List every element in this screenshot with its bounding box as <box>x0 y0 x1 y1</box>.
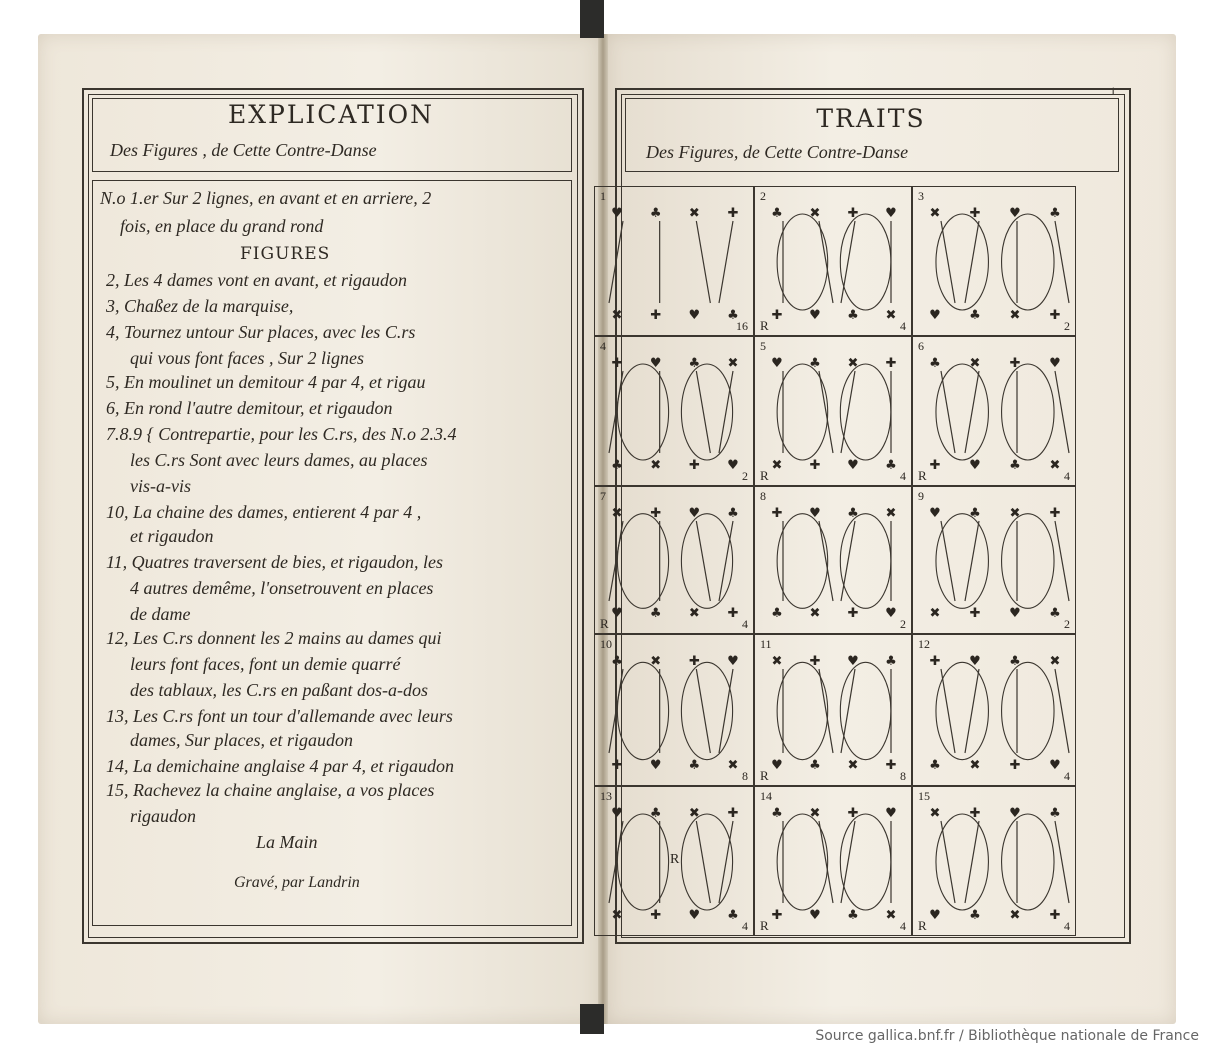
path-loop <box>617 662 668 759</box>
path-line <box>696 821 710 903</box>
dancer-symbol: ✖ <box>688 806 700 821</box>
dancer-symbol: ♣ <box>727 506 739 521</box>
measure-count: 2 <box>742 469 748 483</box>
dancer-symbol: ✖ <box>1009 308 1021 323</box>
dancer-symbol: ✖ <box>809 806 821 821</box>
path-line <box>965 221 979 303</box>
dancer-symbol: ✖ <box>1009 506 1021 521</box>
figure-number: 1 <box>600 189 606 203</box>
dancer-symbol: ♥ <box>1009 806 1021 821</box>
dancer-symbol: ✚ <box>847 206 859 221</box>
text-line: 6, En rond l'autre demitour, et rigaudon <box>106 398 393 418</box>
measure-count: 2 <box>1064 617 1070 631</box>
figure-number: 11 <box>760 637 772 651</box>
dancer-symbol: ♣ <box>847 308 859 323</box>
text-line: 4, Tournez untour Sur places, avec les C.rs <box>106 322 416 342</box>
figure-cell-9 <box>912 486 1076 634</box>
path-line <box>941 821 955 903</box>
dancer-symbol: ✚ <box>809 458 821 473</box>
dancer-symbol: ✖ <box>688 606 700 621</box>
text-line: vis-a-vis <box>130 476 191 496</box>
path-line <box>1055 821 1069 903</box>
path-line <box>841 221 855 303</box>
path-line <box>941 521 955 601</box>
text-line: 2, Les 4 dames vont en avant, et rigaudon <box>106 270 407 290</box>
path-line <box>841 669 855 753</box>
figure-number: 13 <box>600 789 612 803</box>
rigaudon-mark: R <box>760 468 769 483</box>
path-line <box>719 521 733 601</box>
figure-cell-11 <box>754 634 912 786</box>
path-line <box>719 221 733 303</box>
text-line: 15, Rachevez la chaine anglaise, a vos places <box>106 780 435 800</box>
dancer-symbol: ♣ <box>809 758 821 773</box>
text-line: 11, Quatres traversent de bies, et rigaudon, les <box>106 552 443 572</box>
dancer-symbol: ✚ <box>969 206 981 221</box>
text-line: 4 autres demême, l'onsetrouvent en places <box>130 578 434 598</box>
path-loop <box>1002 814 1054 910</box>
path-line <box>819 669 833 753</box>
dancer-symbol: ✖ <box>969 356 981 371</box>
path-line <box>819 521 833 601</box>
measure-count: 2 <box>1064 319 1070 333</box>
path-line <box>819 221 833 303</box>
measure-count: 4 <box>900 469 906 483</box>
dancer-symbol: ♥ <box>771 356 783 371</box>
dancer-symbol: ✚ <box>611 758 623 773</box>
figure-number: 4 <box>600 339 606 353</box>
dancer-symbol: ✚ <box>771 506 783 521</box>
dancer-symbol: ♥ <box>1009 206 1021 221</box>
dancer-symbol: ♥ <box>809 506 821 521</box>
dancer-symbol: ♣ <box>611 458 623 473</box>
path-line <box>1055 669 1069 753</box>
left-page-title: EXPLICATION <box>227 100 435 129</box>
path-line <box>609 669 623 753</box>
dancer-symbol: ✚ <box>1049 908 1061 923</box>
path-loop <box>936 662 988 759</box>
path-loop <box>1002 514 1054 609</box>
dancer-symbol: ♥ <box>727 654 739 669</box>
dancer-symbol: ✖ <box>771 458 783 473</box>
figure-cell-4 <box>594 336 754 486</box>
dancer-symbol: ♥ <box>1049 356 1061 371</box>
figure-cell-12 <box>912 634 1076 786</box>
bookmark-ribbon-bottom <box>580 1004 604 1034</box>
dancer-symbol: ♥ <box>688 308 701 323</box>
figure-number: 8 <box>760 489 766 503</box>
dancer-symbol: ♥ <box>1009 606 1021 621</box>
engraver-line: Gravé, par Landrin <box>234 874 360 891</box>
dancer-symbol: ✚ <box>727 606 739 621</box>
path-line <box>1055 371 1069 453</box>
figure-number: 10 <box>600 637 612 651</box>
dancer-symbol: ♣ <box>649 806 662 821</box>
dancer-symbol: ✖ <box>809 206 821 221</box>
dancer-symbol: ✚ <box>969 806 981 821</box>
dancer-symbol: ♣ <box>885 458 897 473</box>
path-line <box>609 521 623 601</box>
figure-diagram-3 <box>913 187 1077 337</box>
path-line <box>941 669 955 753</box>
dancer-symbol: ♥ <box>847 654 859 669</box>
path-line <box>965 371 979 453</box>
dancer-symbol: ✚ <box>771 308 783 323</box>
path-line <box>841 821 855 903</box>
figure-cell-2 <box>754 186 912 336</box>
dancer-symbol: ✚ <box>1049 308 1061 323</box>
figure-number: 5 <box>760 339 766 353</box>
figure-cell-13 <box>594 786 754 936</box>
dancer-symbol: ♥ <box>885 206 897 221</box>
dancer-symbol: ✖ <box>727 758 739 773</box>
figure-diagram-2 <box>755 187 913 337</box>
figure-diagram-10 <box>595 635 755 787</box>
path-line <box>941 371 955 453</box>
dancer-symbol: ♥ <box>969 458 981 473</box>
dancer-symbol: ♣ <box>929 356 941 371</box>
path-line <box>719 669 733 753</box>
path-line <box>696 521 710 601</box>
path-line <box>965 821 979 903</box>
text-line: 7.8.9 { Contrepartie, pour les C.rs, des N.o 2.3.4 <box>106 424 457 444</box>
dancer-symbol: ✖ <box>611 506 623 521</box>
text-line: 3, Chaßez de la marquise, <box>106 296 294 316</box>
path-line <box>609 371 623 453</box>
figure-diagram-9 <box>913 487 1077 635</box>
dancer-symbol: ✖ <box>727 356 739 371</box>
dancer-symbol: ✖ <box>929 606 941 621</box>
path-loop <box>1002 214 1054 310</box>
measure-count: 2 <box>900 617 906 631</box>
right-page-subtitle: Des Figures, de Cette Contre-Danse <box>646 142 909 162</box>
figure-cell-10 <box>594 634 754 786</box>
dancer-symbol: ♣ <box>809 356 821 371</box>
figure-diagram-4 <box>595 337 755 487</box>
dancer-symbol: ♣ <box>1009 458 1021 473</box>
measure-count: 4 <box>900 919 906 933</box>
figure-diagram-15 <box>913 787 1077 937</box>
dancer-symbol: ♥ <box>885 806 897 821</box>
dancer-symbol: ✖ <box>611 308 623 323</box>
text-line: N.o 1.er Sur 2 lignes, en avant et en arriere, 2 <box>100 188 432 208</box>
text-line: des tablaux, les C.rs en paßant dos-a-dos <box>130 680 428 700</box>
dancer-symbol: ♥ <box>929 908 941 923</box>
path-line <box>819 821 833 903</box>
measure-count: 4 <box>1064 469 1070 483</box>
dancer-symbol: ✚ <box>1009 356 1021 371</box>
path-loop <box>617 514 668 609</box>
dancer-symbol: ♣ <box>649 606 662 621</box>
dancer-symbol: ✚ <box>688 458 700 473</box>
text-line: fois, en place du grand rond <box>120 216 324 236</box>
dancer-symbol: ✖ <box>969 758 981 773</box>
dancer-symbol: ♥ <box>688 506 701 521</box>
dancer-symbol: ✚ <box>650 308 662 323</box>
source-credit: Source gallica.bnf.fr / Bibliothèque nationale de France <box>815 1028 1199 1044</box>
path-loop <box>777 514 828 609</box>
dancer-symbol: ♥ <box>809 908 821 923</box>
path-line <box>841 371 855 453</box>
figure-cell-8 <box>754 486 912 634</box>
path-loop <box>1002 364 1054 460</box>
text-line: les C.rs Sont avec leurs dames, au places <box>130 450 428 470</box>
path-loop <box>936 364 988 460</box>
dancer-symbol: ✖ <box>1049 654 1061 669</box>
dancer-symbol: ♣ <box>771 806 783 821</box>
page-number: 1 <box>1110 84 1116 98</box>
path-line <box>965 669 979 753</box>
path-loop <box>777 814 828 910</box>
dancer-symbol: ✚ <box>1009 758 1021 773</box>
dancer-symbol: ♣ <box>1009 654 1021 669</box>
path-loop <box>681 814 732 910</box>
figure-diagram-8 <box>755 487 913 635</box>
rigaudon-mark: R <box>760 918 769 933</box>
dancer-symbol: ♥ <box>1049 758 1061 773</box>
figure-number: 15 <box>918 789 930 803</box>
rigaudon-mark: R <box>600 616 609 631</box>
right-page-title: TRAITS <box>816 104 926 133</box>
dancer-symbol: ✚ <box>885 356 897 371</box>
rigaudon-mark: R <box>670 852 680 867</box>
dancer-symbol: ✚ <box>1049 506 1061 521</box>
left-page-subtitle: Des Figures , de Cette Contre-Danse <box>110 140 377 160</box>
path-loop <box>936 514 988 609</box>
measure-count: 4 <box>742 919 748 933</box>
path-loop <box>936 214 988 310</box>
figure-diagram-6 <box>913 337 1077 487</box>
dancer-symbol: ♥ <box>611 206 623 221</box>
rigaudon-mark: R <box>760 318 769 333</box>
figures-heading: FIGURES <box>240 244 331 264</box>
dancer-symbol: ♥ <box>771 758 783 773</box>
dancer-symbol: ✖ <box>929 206 941 221</box>
measure-count: 16 <box>736 319 748 333</box>
path-line <box>1055 221 1069 303</box>
dancer-symbol: ♥ <box>969 654 981 669</box>
dancer-symbol: ♣ <box>688 758 701 773</box>
dancer-symbol: ✚ <box>611 356 623 371</box>
text-line: 12, Les C.rs donnent les 2 mains au dames qui <box>106 628 442 648</box>
figure-cell-6 <box>912 336 1076 486</box>
path-line <box>609 821 623 903</box>
text-line: 10, La chaine des dames, entierent 4 par 4 , <box>106 502 422 522</box>
figure-cell-15 <box>912 786 1076 936</box>
text-line: qui vous font faces , Sur 2 lignes <box>130 348 364 368</box>
dancer-symbol: ♣ <box>885 654 897 669</box>
la-main-line: La Main <box>256 832 318 852</box>
dancer-symbol: ✚ <box>809 654 821 669</box>
figure-number: 9 <box>918 489 924 503</box>
measure-count: 4 <box>742 617 748 631</box>
dancer-symbol: ♣ <box>771 606 783 621</box>
dancer-symbol: ♣ <box>688 356 701 371</box>
text-line: rigaudon <box>130 806 197 826</box>
dancer-symbol: ✚ <box>969 606 981 621</box>
figure-cell-14 <box>754 786 912 936</box>
dancer-symbol: ✖ <box>929 806 941 821</box>
dancer-symbol: ♣ <box>771 206 783 221</box>
dancer-symbol: ✖ <box>885 908 897 923</box>
dancer-symbol: ♥ <box>649 758 662 773</box>
dancer-symbol: ♣ <box>649 206 662 221</box>
dancer-symbol: ✚ <box>929 458 941 473</box>
dancer-symbol: ✚ <box>727 806 739 821</box>
dancer-symbol: ✖ <box>1049 458 1061 473</box>
dancer-symbol: ✖ <box>1009 908 1021 923</box>
rigaudon-mark: R <box>918 918 927 933</box>
measure-count: 8 <box>742 769 748 783</box>
dancer-symbol: ✚ <box>688 654 700 669</box>
path-line <box>696 371 710 453</box>
dancer-symbol: ♣ <box>1049 606 1061 621</box>
figure-diagram-12 <box>913 635 1077 787</box>
dance-figures-grid <box>594 186 1116 936</box>
dancer-symbol: ✚ <box>727 206 739 221</box>
dancer-symbol: ♥ <box>727 458 739 473</box>
dancer-symbol: ✚ <box>885 758 897 773</box>
dancer-symbol: ♣ <box>611 654 623 669</box>
dancer-symbol: ✖ <box>688 206 700 221</box>
dancer-symbol: ✚ <box>847 806 859 821</box>
path-line <box>841 521 855 601</box>
figure-cell-3 <box>912 186 1076 336</box>
dancer-symbol: ✖ <box>650 458 662 473</box>
path-line <box>696 669 710 753</box>
dancer-symbol: ♥ <box>847 458 859 473</box>
figure-cell-5 <box>754 336 912 486</box>
path-line <box>696 221 710 303</box>
path-line <box>609 221 623 303</box>
dancer-symbol: ✖ <box>611 908 623 923</box>
rigaudon-mark: R <box>918 468 927 483</box>
figure-number: 3 <box>918 189 924 203</box>
path-loop <box>777 662 828 759</box>
measure-count: 4 <box>1064 769 1070 783</box>
dancer-symbol: ✚ <box>771 908 783 923</box>
dancer-symbol: ✚ <box>650 908 662 923</box>
figure-cell-1 <box>594 186 754 336</box>
rigaudon-mark: R <box>760 768 769 783</box>
dancer-symbol: ✖ <box>771 654 783 669</box>
path-line <box>941 221 955 303</box>
dancer-symbol: ♣ <box>727 308 739 323</box>
dancer-symbol: ♣ <box>969 308 981 323</box>
figure-diagram-5 <box>755 337 913 487</box>
path-loop <box>777 214 828 310</box>
path-loop <box>681 364 732 460</box>
path-loop <box>617 814 668 910</box>
path-loop <box>681 662 732 759</box>
figure-number: 2 <box>760 189 766 203</box>
dancer-symbol: ✖ <box>847 758 859 773</box>
dancer-symbol: ✚ <box>650 506 662 521</box>
measure-count: 4 <box>1064 919 1070 933</box>
dancer-symbol: ♣ <box>929 758 941 773</box>
text-line: 13, Les C.rs font un tour d'allemande avec leurs <box>106 706 453 726</box>
dancer-symbol: ♣ <box>1049 206 1061 221</box>
path-loop <box>617 364 668 460</box>
measure-count: 4 <box>900 319 906 333</box>
dancer-symbol: ✖ <box>885 308 897 323</box>
path-loop <box>936 814 988 910</box>
path-line <box>719 821 733 903</box>
dancer-symbol: ♣ <box>1049 806 1061 821</box>
path-loop <box>681 514 732 609</box>
measure-count: 8 <box>900 769 906 783</box>
dancer-symbol: ♣ <box>847 908 859 923</box>
path-line <box>819 371 833 453</box>
dancer-symbol: ✚ <box>847 606 859 621</box>
dancer-symbol: ♥ <box>688 908 701 923</box>
dancer-symbol: ✖ <box>809 606 821 621</box>
figure-number: 12 <box>918 637 930 651</box>
dancer-symbol: ♣ <box>969 908 981 923</box>
text-line: 5, En moulinet un demitour 4 par 4, et rigau <box>106 372 426 392</box>
figure-diagram-11 <box>755 635 913 787</box>
dancer-symbol: ♣ <box>727 908 739 923</box>
figure-diagram-14 <box>755 787 913 937</box>
figure-diagram-7 <box>595 487 755 635</box>
dancer-symbol: ✚ <box>929 654 941 669</box>
dancer-symbol: ♥ <box>611 806 623 821</box>
dancer-symbol: ♣ <box>847 506 859 521</box>
text-line: 14, La demichaine anglaise 4 par 4, et rigaudon <box>106 756 454 776</box>
text-line: et rigaudon <box>130 526 214 546</box>
text-line: de dame <box>130 604 191 624</box>
dancer-symbol: ♣ <box>969 506 981 521</box>
dancer-symbol: ♥ <box>611 606 623 621</box>
figure-number: 14 <box>760 789 772 803</box>
path-line <box>719 371 733 453</box>
text-line: leurs font faces, font un demie quarré <box>130 654 401 674</box>
dancer-symbol: ✖ <box>650 654 662 669</box>
dancer-symbol: ♥ <box>929 308 941 323</box>
dancer-symbol: ♥ <box>885 606 897 621</box>
bookmark-ribbon-top <box>580 0 604 38</box>
path-line <box>1055 521 1069 601</box>
dancer-symbol: ✖ <box>847 356 859 371</box>
figure-diagram-1 <box>595 187 755 337</box>
path-loop <box>1002 662 1054 759</box>
dancer-symbol: ✖ <box>885 506 897 521</box>
dancer-symbol: ♥ <box>929 506 941 521</box>
figure-cell-7 <box>594 486 754 634</box>
dancer-symbol: ♥ <box>649 356 662 371</box>
dancer-symbol: ♥ <box>809 308 821 323</box>
figure-number: 6 <box>918 339 924 353</box>
path-loop <box>777 364 828 460</box>
text-line: dames, Sur places, et rigaudon <box>130 730 353 750</box>
figure-number: 7 <box>600 489 606 503</box>
path-line <box>965 521 979 601</box>
